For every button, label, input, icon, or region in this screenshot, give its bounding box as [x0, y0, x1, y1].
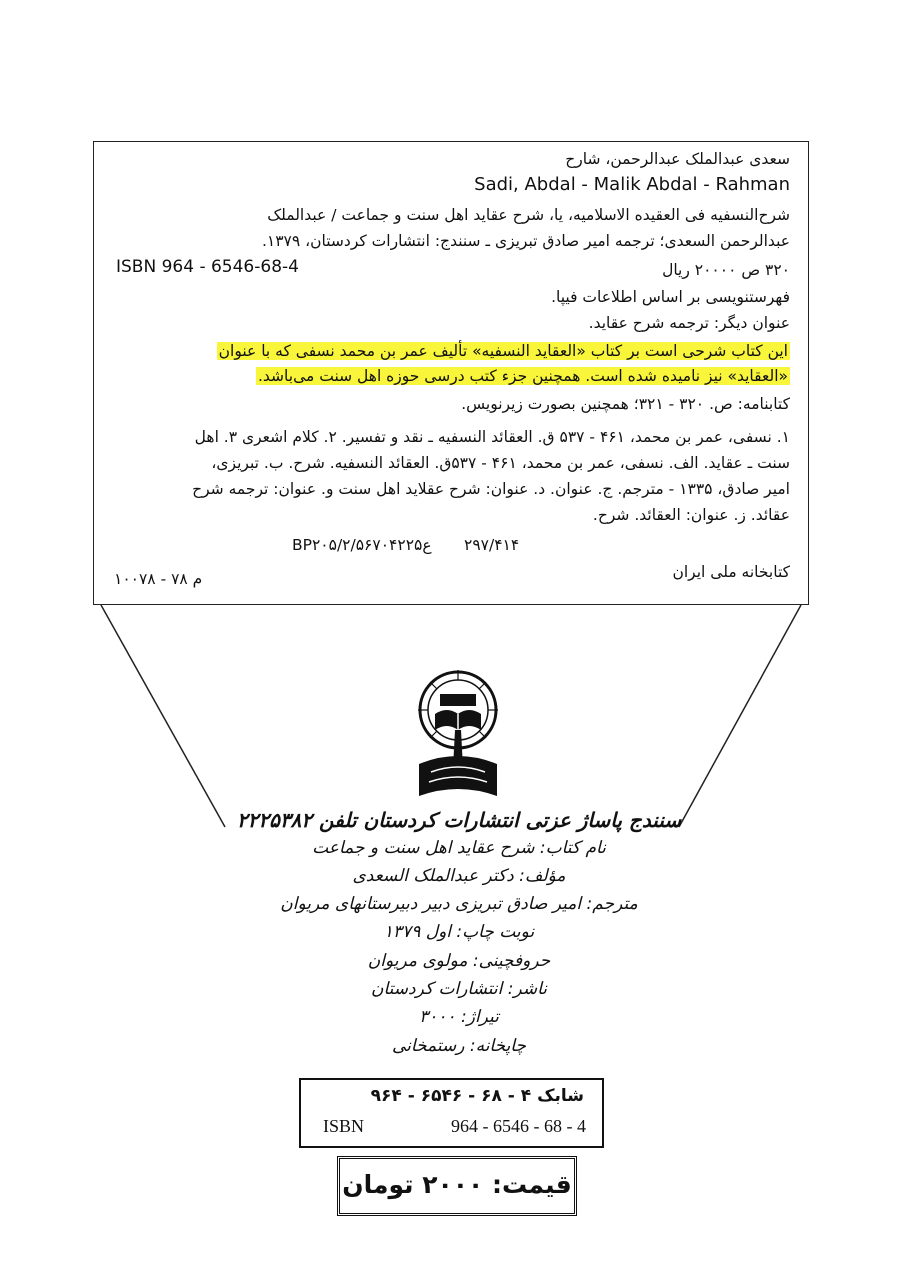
- price-box: [337, 1156, 577, 1216]
- other-title: عنوان دیگر: ترجمه شرح عقاید.: [588, 314, 790, 332]
- author-fa: سعدی عبدالملک عبدالرحمن، شارح: [565, 150, 790, 168]
- isbn-number: 964 - 6546 - 68 - 4: [451, 1116, 586, 1136]
- publisher-emblem-icon: [405, 668, 511, 804]
- ddc-number: ۲۹۷/۴۱۴: [464, 536, 520, 554]
- cip-isbn: ISBN 964 - 6546-68-4: [116, 257, 299, 277]
- publisher-contact: سنندج پاساژ عزتی انتشارات کردستان تلفن ۲۲۲۵۳۸۲: [236, 808, 682, 832]
- highlighted-note-line-1: [217, 339, 790, 363]
- publisher-line: ناشر: انتشارات کردستان: [370, 979, 548, 999]
- translator-line: مترجم: امیر صادق تبریزی دبیر دبیرستانهای مریوان: [280, 894, 638, 914]
- printing-house-line: چاپخانه: رستمخانی: [391, 1036, 527, 1056]
- record-number: م ۷۸ - ۱۰۰۷۸: [114, 570, 203, 588]
- title-line-2: عبدالرحمن السعدی؛ ترجمه امیر صادق تبریزی ـ سنندج: انتشارات کردستان، ۱۳۷۹.: [261, 232, 790, 250]
- subjects-line-3: امیر صادق، ۱۳۳۵ - مترجم. ج. عنوان. د. عنوان: شرح عقلاید اهل سنت و. عنوان: ترجمه شرح: [192, 480, 790, 498]
- author-line: مؤلف: دکتر عبدالملک السعدی: [352, 866, 566, 886]
- highlighted-note-line-2: [256, 364, 790, 388]
- isbn-label: ISBN: [323, 1116, 365, 1136]
- lcc-number: BP۲۰۵/۲/۵۶ع۷۰۴۲۲۵: [292, 536, 432, 554]
- highlight: «العقاید» نیز نامیده شده است. همچنین جزء کتب درسی حوزه اهل سنت می‌باشد.: [257, 367, 788, 385]
- subjects-line-4: عقائد. ز. عنوان: العقائد. شرح.: [592, 506, 790, 524]
- author-en: Sadi, Abdal - Malik Abdal - Rahman: [474, 174, 790, 195]
- circulation-line: تیراژ: ۳۰۰۰: [419, 1007, 499, 1027]
- title-line-1: شرح‌النسفیه فی العقیده الاسلامیه، یا، شرح عقاید اهل سنت و جماعت / عبدالملک: [267, 206, 790, 224]
- fipa-note: فهرستنویسی بر اساس اطلاعات فیپا.: [551, 288, 790, 306]
- isbn-box: [299, 1078, 604, 1148]
- shabak: شابک ۴ - ۶۸ - ۶۵۴۶ - ۹۶۴: [370, 1086, 584, 1106]
- subjects-line-1: ۱. نسفی، عمر بن محمد، ۴۶۱ - ۵۳۷ ق. العقائد النسفیه ـ نقد و تفسیر. ۲. کلام اشعری ۳. اهل: [194, 428, 790, 446]
- price: قیمت: ۲۰۰۰ تومان: [342, 1170, 572, 1199]
- cip-box: [93, 141, 809, 605]
- national-library: کتابخانه ملی ایران: [672, 563, 790, 581]
- subjects-line-2: سنت ـ عقاید. الف. نسفی، عمر بن محمد، ۴۶۱ - ۵۳۷ق. العقائد النسفیه. شرح. ب. تبریزی،: [211, 454, 790, 472]
- highlight: این کتاب شرحی است بر کتاب «العقاید النسفیه» تألیف عمر بن محمد نسفی که با عنوان: [218, 342, 788, 360]
- edition-line: نوبت چاپ: اول ۱۳۷۹: [383, 922, 535, 942]
- typesetting-line: حروفچینی: مولوی مریوان: [367, 951, 551, 971]
- pages-price: ۳۲۰ ص ۲۰۰۰۰ ریال: [662, 261, 790, 279]
- book-name: نام کتاب: شرح عقاید اهل سنت و جماعت: [312, 838, 606, 858]
- bibliography: کتابنامه: ص. ۳۲۰ - ۳۲۱؛ همچنین بصورت زیرنویس.: [461, 395, 790, 413]
